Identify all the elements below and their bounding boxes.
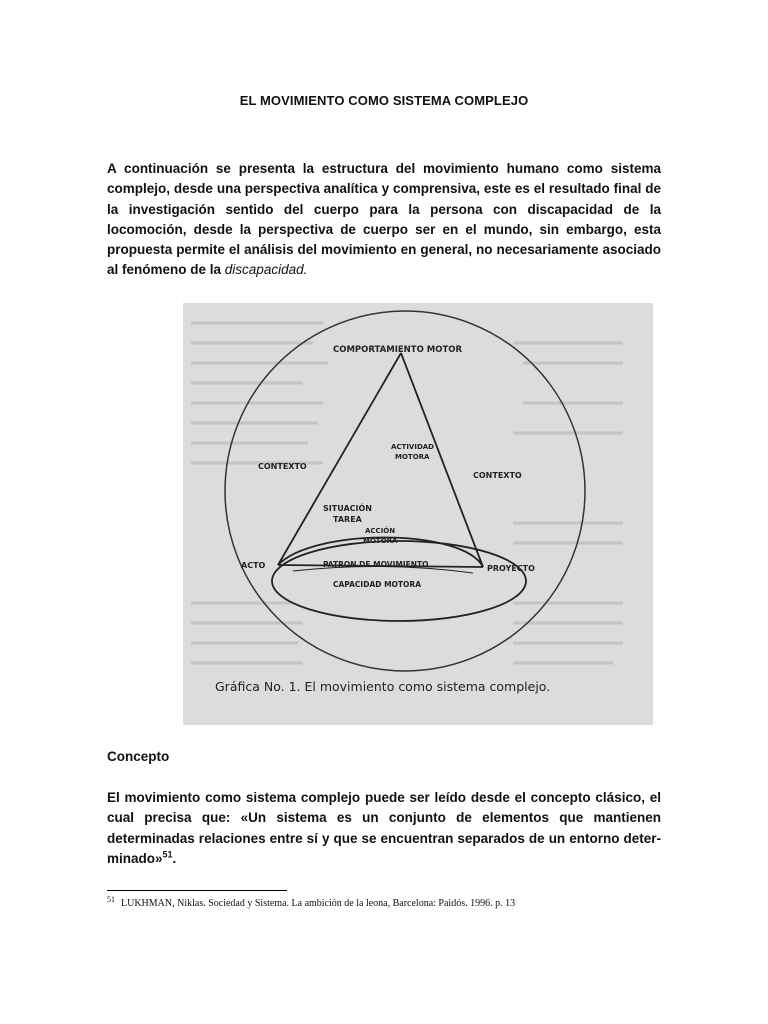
intro-italic-word: discapacidad. <box>224 262 308 278</box>
footnote-text: LUKHMAN, Niklas. Sociedad y Sistema. La ambición de la leona, Barcelona: Paidós. 1996. p. 13 <box>121 898 516 909</box>
label-actividad-motora: MOTORA <box>395 453 430 461</box>
label-acto: ACTO <box>241 561 266 570</box>
intro-paragraph <box>107 159 661 281</box>
figure-movement-complex-system <box>183 303 653 725</box>
footnote-separator <box>107 890 287 891</box>
label-contexto-left: CONTEXTO <box>258 462 307 471</box>
intro-text: A continuación se presenta la estructura del movimiento humano como sistema complejo, desde una perspectiva analítica y comprensiva, este es el resultado final de la investigación sentido del cuerpo para la persona con discapacidad de la locomoción, desde la perspectiva de cuerpo ser en el mundo, sin embargo, esta propuesta permite el análisis del movimiento en general, no necesariamente asociado al fenómeno de la <box>107 161 661 278</box>
page-title: EL MOVIMIENTO COMO SISTEMA COMPLEJO <box>239 93 529 108</box>
label-patron-movimiento: PATRON DE MOVIMIENTO <box>323 560 429 569</box>
label-tarea: TAREA <box>333 515 362 524</box>
concepto-paragraph <box>107 788 661 869</box>
concepto-text: El movimiento como sistema complejo puede ser leído desde el concepto clásico, el cual precisa que: «Un sistema es un conjunto de elementos que mantienen determinadas relaciones entre sí y que se encuentran separados de un entorno deter-minado» <box>107 790 661 866</box>
section-heading-concepto: Concepto <box>107 749 170 764</box>
label-accion-motora: MOTORA <box>363 537 398 545</box>
footnote-reference[interactable]: 51 <box>162 849 173 860</box>
label-comportamiento-motor: COMPORTAMIENTO MOTOR <box>333 345 463 355</box>
label-capacidad-motora: CAPACIDAD MOTORA <box>333 580 421 589</box>
diagram-svg <box>183 303 653 725</box>
label-actividad: ACTIVIDAD <box>391 443 434 451</box>
label-accion: ACCIÓN <box>365 527 396 535</box>
figure-caption: Gráfica No. 1. El movimiento como sistema complejo. <box>215 679 551 694</box>
footnote-number: 51 <box>107 894 115 904</box>
label-proyecto: PROYECTO <box>487 564 535 573</box>
label-contexto-right: CONTEXTO <box>473 471 522 480</box>
label-situacion: SITUACIÓN <box>323 504 372 513</box>
concepto-end: . <box>172 850 177 866</box>
footnote <box>107 894 667 909</box>
background-texture <box>191 323 623 663</box>
